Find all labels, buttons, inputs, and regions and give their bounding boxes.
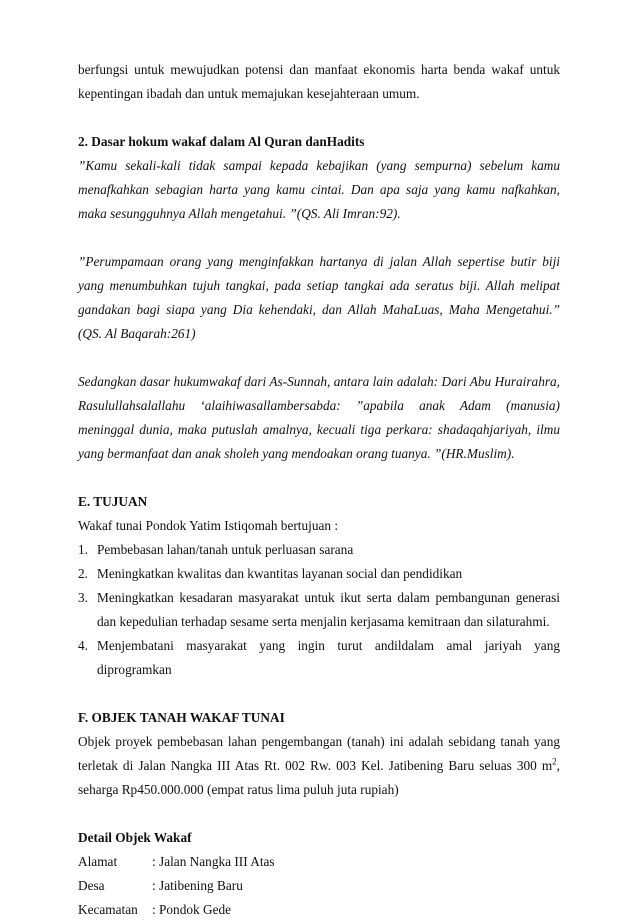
quran-quote-ali-imran: ”Kamu sekali-kali tidak sampai kepada kebajikan (yang sempurna) sebelum kamu menafkahkan sebagian harta yang kamu cintai. Dan apa saja yang kamu nafkahkan, maka sesungguhnya Allah mengetahui. ”(QS. Ali Imran:92). bbox=[78, 158, 560, 221]
objek-paragraph: Objek proyek pembebasan lahan pengembangan (tanah) ini adalah sebidang tanah yang terletak di Jalan Nangka III Atas Rt. 002 Rw. 003 Kel. Jatibening Baru seluas 300 $m^2$, seharga Rp450.000.000 (empat ratus lima puluh juta rupiah) bbox=[78, 734, 560, 797]
objek-heading: F. OBJEK TANAH WAKAF TUNAI bbox=[78, 710, 285, 725]
quran-quote-al-baqarah: ”Perumpamaan orang yang menginfakkan hartanya di jalan Allah sepertise butir biji yang menumbuhkan tujuh tangkai, pada setiap tangkai ada seratus biji. Allah melipat gandakan bagi siapa yang Dia kehendaki, dan Allah MahaLuas, Maha Mengetahui.” (QS. Al Baqarah:261) bbox=[78, 254, 560, 341]
tujuan-list bbox=[78, 538, 560, 682]
tujuan-heading: E. TUJUAN bbox=[78, 494, 148, 509]
detail-row-kecamatan: Kecamatan : Pondok Gede bbox=[78, 902, 232, 917]
list-item: 2. Meningkatkan kwalitas dan kwantitas layanan social dan pendidikan bbox=[78, 566, 463, 581]
tujuan-lead: Wakaf tunai Pondok Yatim Istiqomah bertujuan : bbox=[78, 518, 339, 533]
list-item: 1. Pembebasan lahan/tanah untuk perluasan sarana bbox=[78, 542, 354, 557]
detail-heading: Detail Objek Wakaf bbox=[78, 830, 192, 845]
intro-paragraph: berfungsi untuk mewujudkan potensi dan manfaat ekonomis harta benda wakaf untuk kepentingan ibadah dan untuk memajukan kesejahteraan umum. bbox=[78, 62, 560, 101]
list-item: 4. Menjembatani masyarakat yang ingin turut andildalam amal jariyah yang diprogramkan bbox=[78, 638, 560, 677]
list-item: 3. Meningkatkan kesadaran masyarakat untuk ikut serta dalam pembangunan generasi dan kepedulian terhadap sesame serta menjalin kerjasama kemitraan dan silaturahmi. bbox=[78, 590, 560, 629]
detail-row-desa: Desa : Jatibening Baru bbox=[78, 878, 243, 893]
dasar-heading: 2. Dasar hokum wakaf dalam Al Quran danHadits bbox=[78, 134, 365, 149]
document-page bbox=[78, 58, 560, 922]
detail-row-alamat: Alamat : Jalan Nangka III Atas bbox=[78, 854, 275, 869]
hadith-paragraph: Sedangkan dasar hukumwakaf dari As-Sunnah, antara lain adalah: Dari Abu Hurairahra, Rasulullahsalallahu ‘alaihiwasallambersabda: ”apabila anak Adam (manusia) meninggal dunia, maka putuslah amalnya, kecuali tiga perkara: shadaqahjariyah, ilmu yang bermanfaat dan anak sholeh yang mendoakan orang tuanya. ”(HR.Muslim). bbox=[78, 374, 560, 461]
area-superscript: 2 bbox=[552, 756, 557, 767]
